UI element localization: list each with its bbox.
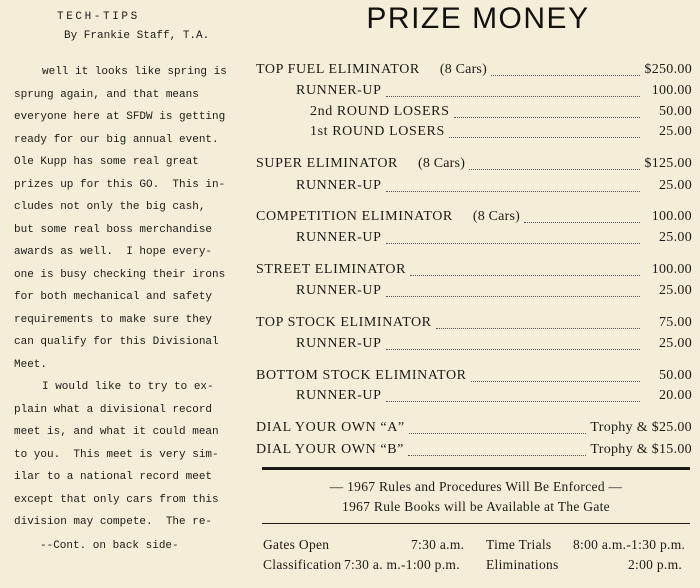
prize-row-street [256,262,692,280]
leader-dots [491,75,640,76]
text-line: cludes not only the big cash, [14,201,206,213]
text-line: plain what a divisional record [14,403,213,416]
text-line: division may compete. The re- [14,516,213,528]
prize-row-2nd-round [256,104,692,122]
gates-open-time: 7:30 a.m. [411,537,465,552]
prize-label: BOTTOM STOCK ELIMINATOR [256,368,467,383]
text-line: everyone here at SFDW is getting [14,111,226,123]
text-line: but some real boss merchandise [14,223,213,236]
prize-amount: 50.00 [659,104,692,119]
divider-rule [262,467,690,470]
prize-label: COMPETITION ELIMINATOR [256,209,453,224]
prize-label: RUNNER-UP [296,83,382,98]
prize-row-1st-round [256,124,692,142]
time-trials-label: Time Trials [486,537,552,552]
leader-dots [386,296,640,297]
text-line: for both mechanical and safety [14,291,213,303]
prize-amount: Trophy & $15.00 [590,442,692,457]
leader-dots [408,455,586,456]
text-line: I would like to try to ex- [42,381,214,393]
leader-dots [410,275,640,276]
leader-dots [436,328,640,329]
prize-amount: 100.00 [651,262,692,277]
text-line: can qualify for this Divisional [14,336,219,348]
prize-label: STREET ELIMINATOR [256,262,407,277]
text-line: well it looks like spring is [42,66,227,78]
prize-money-column [256,0,700,588]
prize-amount: 25.00 [659,283,692,298]
time-trials-time: 8:00 a.m.-1:30 p.m. [573,537,686,552]
tech-tips-paragraph-1 [14,61,227,376]
prize-row-dial-your-own-b [256,442,692,460]
prize-row-runner-up [256,230,692,248]
prize-row-runner-up [256,283,692,301]
prize-row-runner-up [256,178,692,196]
tech-tips-column [0,0,250,588]
prize-note: (8 Cars) [417,156,466,171]
text-line: one is busy checking their irons [14,268,226,281]
prize-row-runner-up [256,336,692,354]
leader-dots [409,433,587,434]
prize-row-top-stock [256,315,692,333]
leader-dots [386,191,640,192]
classification-label: Classification [263,557,342,572]
prize-note: (8 Cars) [439,62,487,77]
text-line: sprung again, and that means [14,88,199,101]
text-line: except that only cars from this [14,493,219,506]
rules-notice: — 1967 Rules and Procedures Will Be Enforced — [329,479,623,494]
prize-label: DIAL YOUR OWN “A” [256,420,405,435]
text-line: ready for our big annual event. [14,133,219,146]
prize-amount: 25.00 [659,178,692,193]
prize-row-runner-up [256,388,692,406]
classification-time: 7:30 a. m.-1:00 p.m. [344,557,460,572]
prize-label: 2nd ROUND LOSERS [310,104,450,119]
prize-row-competition [256,209,692,227]
prize-label: TOP STOCK ELIMINATOR [256,315,432,330]
leader-dots [469,169,640,170]
text-line: Meet. [14,358,48,371]
leader-dots [386,96,640,97]
eliminations-time: 2:00 p.m. [628,557,683,572]
prize-amount: Trophy & $25.00 [590,420,692,435]
prize-row-bottom-stock [256,368,692,386]
prize-label: RUNNER-UP [296,388,382,403]
prize-label: RUNNER-UP [296,283,382,298]
rule-books-notice: 1967 Rule Books will be Available at The Gate [342,499,610,514]
prize-row-dial-your-own-a [256,420,692,438]
prize-amount: 100.00 [651,209,692,224]
text-line: Ole Kupp has some real great [14,156,199,168]
prize-label: TOP FUEL ELIMINATOR [256,62,420,77]
text-line: to you. This meet is very sim- [14,448,219,461]
prize-amount: $125.00 [644,156,692,171]
prize-label: DIAL YOUR OWN “B” [256,442,404,457]
prize-label: RUNNER-UP [296,336,382,351]
text-line: requirements to make sure they [14,313,213,326]
divider-rule [262,523,690,524]
continued-note: --Cont. on back side- [40,540,179,552]
text-line: ilar to a national record meet [14,471,213,483]
prize-note: (8 Cars) [472,209,520,224]
prize-row-super [256,156,692,174]
gates-open-label: Gates Open [263,537,330,552]
leader-dots [386,401,640,402]
tech-tips-paragraph-2 [14,376,219,534]
prize-row-runner-up [256,83,692,101]
eliminations-label: Eliminations [486,557,559,572]
prize-amount: 25.00 [659,230,692,245]
prize-amount: 25.00 [659,124,692,139]
text-line: meet is, and what it could mean [14,426,219,438]
text-line: awards as well. I hope every- [14,246,213,258]
leader-dots [386,349,640,350]
prize-amount: 50.00 [659,368,692,383]
leader-dots [454,117,640,118]
tech-tips-byline: By Frankie Staff, T.A. [64,30,210,42]
tech-tips-title: TECH-TIPS [57,11,140,23]
leader-dots [524,222,640,223]
prize-amount: 100.00 [651,83,692,98]
text-line: prizes up for this GO. This in- [14,178,226,191]
leader-dots [449,137,640,138]
prize-amount: 75.00 [659,315,692,330]
prize-label: SUPER ELIMINATOR [256,156,398,171]
prize-money-title: PRIZE MONEY [366,2,590,35]
prize-row-top-fuel [256,62,692,80]
prize-amount: 20.00 [659,388,692,403]
prize-amount: 25.00 [659,336,692,351]
leader-dots [386,243,640,244]
prize-label: RUNNER-UP [296,178,382,193]
leader-dots [471,381,640,382]
prize-amount: $250.00 [644,62,692,77]
prize-label: 1st ROUND LOSERS [310,124,445,139]
prize-label: RUNNER-UP [296,230,382,245]
